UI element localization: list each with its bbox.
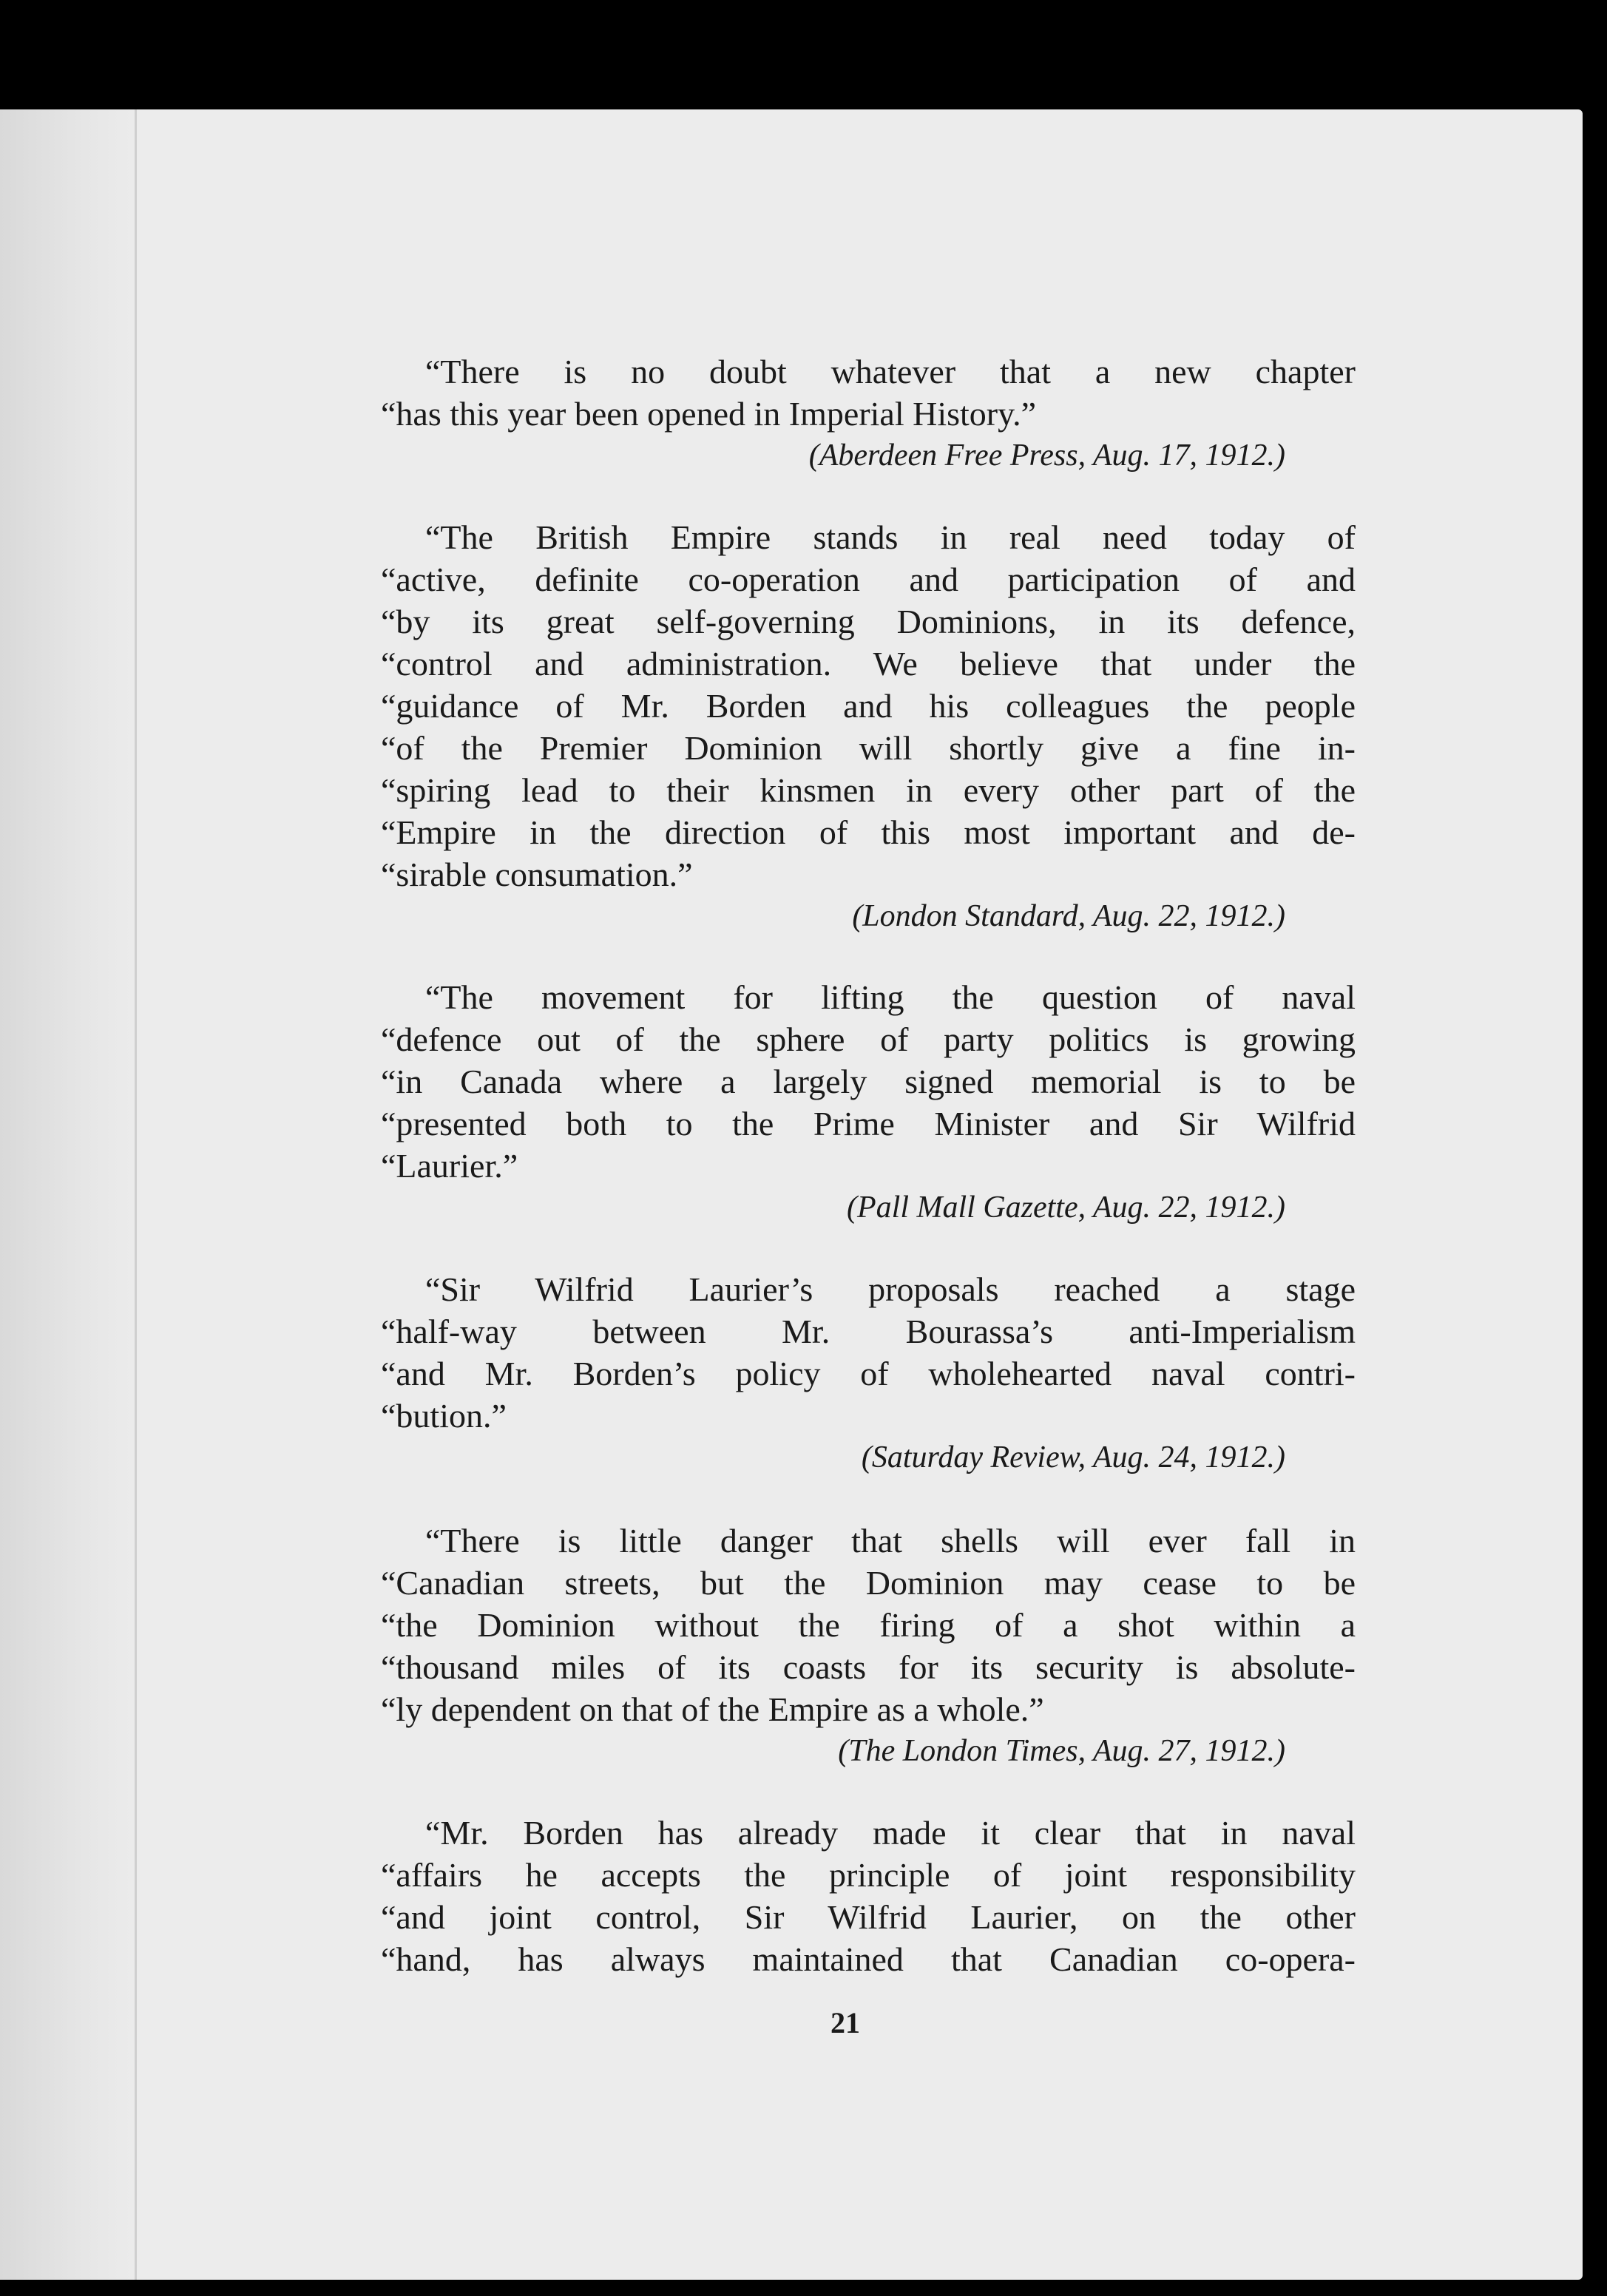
quote-line: “Mr. Borden has already made it clear that in naval (425, 1814, 1356, 1852)
quote-block (381, 351, 1356, 477)
quote-block (381, 516, 1356, 938)
quote-line: “Laurier.” (381, 1147, 518, 1185)
quote-line: “control and administration. We believe that under the (381, 645, 1356, 683)
quote-line: “There is no doubt whatever that a new chapter (425, 353, 1356, 390)
quote-source: (Saturday Review, Aug. 24, 1912.) (861, 1440, 1285, 1474)
quote-line: “hand, has always maintained that Canadian co-opera- (381, 1940, 1356, 1978)
quote-line: “bution.” (381, 1397, 507, 1435)
quote-block (381, 1268, 1356, 1479)
quote-line: “in Canada where a largely signed memorial is to be (381, 1063, 1356, 1100)
quote-line: “There is little danger that shells will ever fall in (425, 1522, 1356, 1560)
quote-line: “half-way between Mr. Bourassa’s anti-Imperialism (381, 1313, 1356, 1350)
quote-line: “Empire in the direction of this most important and de- (381, 813, 1356, 851)
quote-source: (Pall Mall Gazette, Aug. 22, 1912.) (847, 1191, 1285, 1225)
quote-line: “guidance of Mr. Borden and his colleagues the people (381, 687, 1356, 725)
quote-block (381, 976, 1356, 1229)
quote-block (381, 1520, 1356, 1772)
quote-line: “The movement for lifting the question of naval (425, 978, 1356, 1016)
quote-line: “The British Empire stands in real need today of (425, 518, 1356, 556)
quote-line: “by its great self-governing Dominions, in its defence, (381, 603, 1356, 640)
quote-line: “defence out of the sphere of party politics is growing (381, 1020, 1356, 1058)
quote-source: (Aberdeen Free Press, Aug. 17, 1912.) (808, 438, 1285, 473)
quote-block (381, 1812, 1356, 1980)
gutter-fold (135, 109, 137, 2280)
quote-line: “thousand miles of its coasts for its security is absolute- (381, 1648, 1356, 1686)
quote-line: “presented both to the Prime Minister and Sir Wilfrid (381, 1105, 1356, 1142)
quote-line: “Sir Wilfrid Laurier’s proposals reached a stage (425, 1270, 1356, 1308)
page-gutter (0, 109, 141, 2280)
quote-line: “and Mr. Borden’s policy of wholehearted naval contri- (381, 1355, 1356, 1392)
quote-line: “of the Premier Dominion will shortly give a fine in- (381, 729, 1356, 767)
quote-line: “affairs he accepts the principle of joint responsibility (381, 1856, 1356, 1894)
quote-line: “Canadian streets, but the Dominion may cease to be (381, 1564, 1356, 1602)
quote-line: “spiring lead to their kinsmen in every other part of the (381, 771, 1356, 809)
quote-line: “the Dominion without the firing of a shot within a (381, 1606, 1356, 1644)
page-number: 21 (830, 2006, 860, 2039)
quote-source: (The London Times, Aug. 27, 1912.) (838, 1734, 1285, 1768)
quote-line: “has this year been opened in Imperial History.” (381, 395, 1037, 433)
quote-line: “sirable consumation.” (381, 856, 693, 893)
quote-line: “active, definite co-operation and participation of and (381, 561, 1356, 598)
quote-line: “ly dependent on that of the Empire as a whole.” (381, 1690, 1044, 1728)
quote-line: “and joint control, Sir Wilfrid Laurier, on the other (381, 1898, 1356, 1936)
quote-source: (London Standard, Aug. 22, 1912.) (852, 899, 1285, 933)
